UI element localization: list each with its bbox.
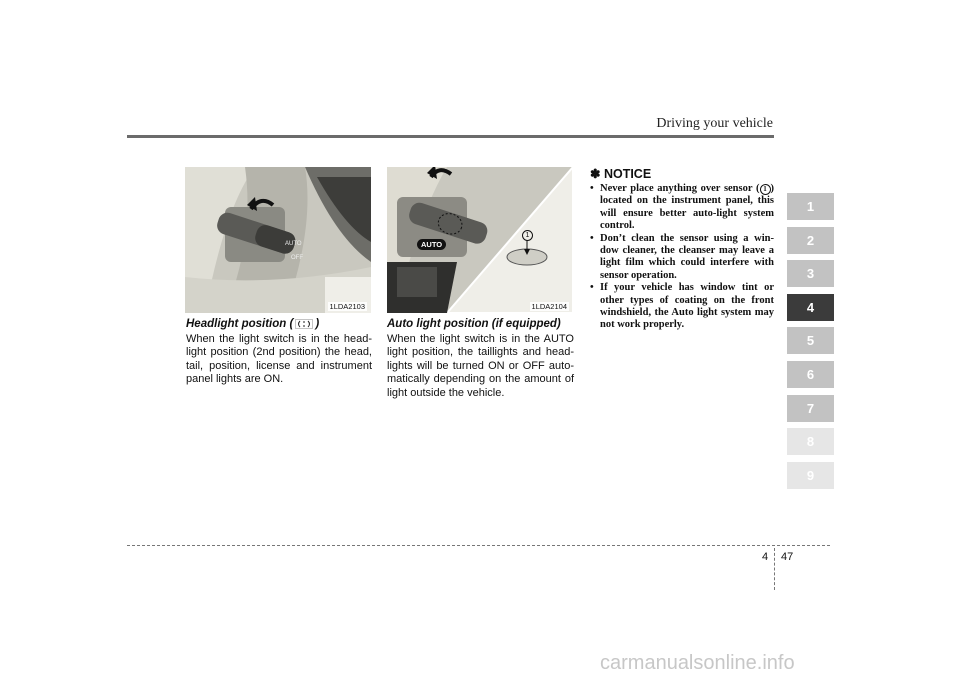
chapter-tab-4[interactable]: 4 <box>787 294 834 321</box>
svg-text:AUTO: AUTO <box>285 241 302 247</box>
chapter-tab-5[interactable]: 5 <box>787 327 834 354</box>
notice-heading: ✽ NOTICE <box>590 167 652 181</box>
chapter-tab-8[interactable]: 8 <box>787 428 834 455</box>
figure-headlight-switch <box>185 167 371 313</box>
chapter-tab-1[interactable]: 1 <box>787 193 834 220</box>
page-vertical-rule <box>774 548 775 590</box>
chapter-number: 4 <box>762 551 769 563</box>
notice-list <box>590 183 774 332</box>
page-number: 47 <box>781 551 794 563</box>
auto-label-badge: AUTO <box>417 239 446 250</box>
header-rule <box>127 135 774 138</box>
figure-code: 1LDA2103 <box>329 302 365 311</box>
svg-text:OFF: OFF <box>291 255 303 261</box>
headlight-icon <box>295 319 313 329</box>
chapter-tab-7[interactable]: 7 <box>787 395 834 422</box>
chapter-tab-6[interactable]: 6 <box>787 361 834 388</box>
caption-headlight-position: Headlight position ( ) <box>186 318 320 330</box>
footer-rule <box>127 545 830 546</box>
headlight-position-text: When the light switch is in the head-light position (2nd position) the head, tail, position, license and instrument panel lights are ON. <box>186 333 372 386</box>
header-title: Driving your vehicle <box>656 116 773 131</box>
notice-item: • Don’t clean the sensor using a win-dow cleaner, the cleanser may leave a light film which could interfere with sensor operation. <box>590 232 774 281</box>
caption-auto-light-position: Auto light position (if equipped) <box>387 318 561 330</box>
watermark: carmanualsonline.info <box>600 652 795 674</box>
figure-code: 1LDA2104 <box>531 302 567 311</box>
sensor-marker-inline: 1 <box>760 184 771 195</box>
chapter-tab-9[interactable]: 9 <box>787 462 834 489</box>
auto-light-position-text: When the light switch is in the AUTO light position, the taillights and head-lights will be turned ON or OFF auto-matically depending on the amount of light outside the vehicle. <box>387 333 574 399</box>
chapter-tabs <box>787 193 834 495</box>
notice-item: • If your vehicle has window tint or other types of coating on the front windshield, the Auto light system may not work properly. <box>590 282 774 331</box>
figure-auto-light-switch <box>387 167 573 313</box>
chapter-tab-3[interactable]: 3 <box>787 260 834 287</box>
chapter-tab-2[interactable]: 2 <box>787 227 834 254</box>
notice-item: • Never place anything over sensor ( 1 ) located on the instrument panel, this will ensure better auto-light system control. <box>590 183 774 232</box>
sensor-marker: 1 <box>522 230 533 241</box>
